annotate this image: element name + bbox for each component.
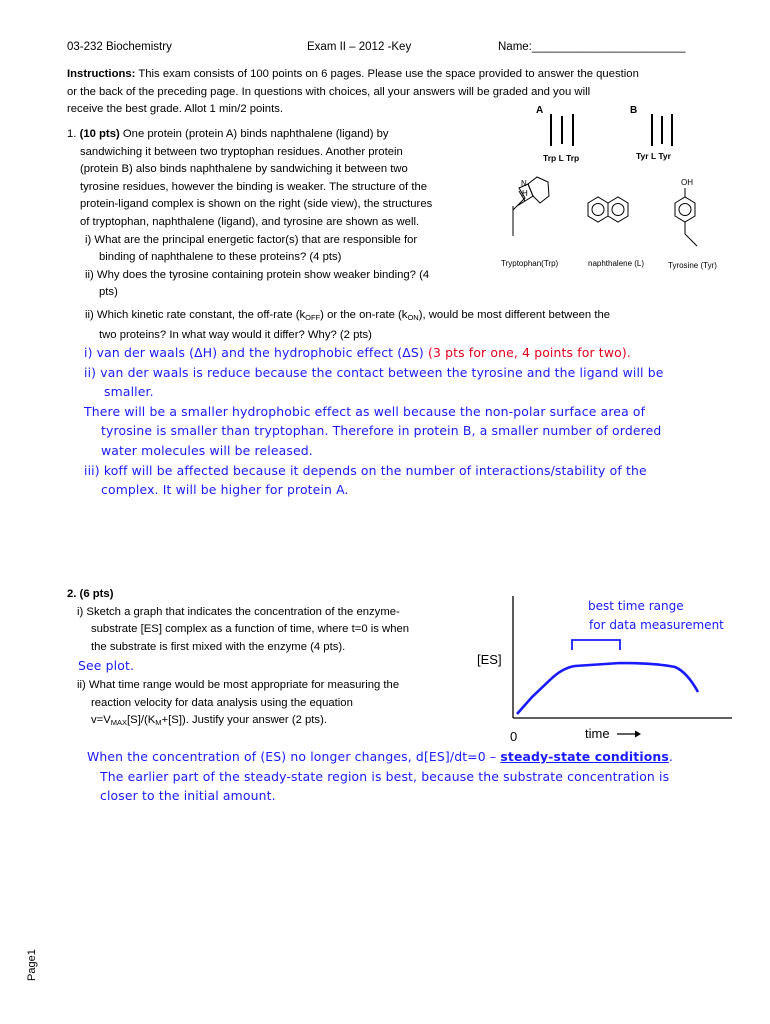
q1-points: (10 pts) bbox=[79, 128, 120, 140]
caption-tryptophan: Tryptophan(Trp) bbox=[501, 259, 559, 268]
name-field-label: Name:________________________ bbox=[498, 41, 686, 53]
answer-1-points: (3 pts for one, 4 points for two). bbox=[427, 345, 631, 360]
indole-n-atom: N bbox=[521, 179, 527, 188]
q1-iii-sub-off: OFF bbox=[305, 313, 321, 322]
instructions-line-1: This exam consists of 100 points on 6 pages. Please use the space provided to answer the question bbox=[135, 68, 639, 80]
course-title: 03-232 Biochemistry bbox=[67, 41, 172, 53]
complex-b-residues: Tyr L Tyr bbox=[636, 151, 671, 161]
q2-ii-sub-m: M bbox=[155, 718, 162, 728]
q2-part-i-line-2: substrate [ES] complex as a function of time, where t=0 is when bbox=[91, 623, 410, 636]
q1-iii-sub-on: ON bbox=[407, 313, 419, 322]
tyrosine-structure bbox=[675, 188, 697, 246]
q1-iii-line-2: two proteins? In what way would it differ? Why? (2 pts) bbox=[99, 328, 372, 341]
q2-part-ii-line-1: ii) What time range would be most appropriate for measuring the bbox=[77, 679, 400, 691]
complex-b-sandwich bbox=[652, 114, 672, 146]
q2-part-ii-line-2: reaction velocity for data analysis using the equation bbox=[91, 696, 353, 709]
es-concentration-curve bbox=[517, 663, 698, 714]
q2-answer-line-1: When the concentration of (ES) no longer changes, d[ES]/dt=0 – bbox=[87, 749, 501, 764]
q1-answers bbox=[84, 343, 724, 500]
instructions-label: Instructions: bbox=[67, 68, 136, 80]
page-number: Page1 bbox=[26, 949, 38, 981]
q1-part-ii-line-1: ii) Why does the tyrosine containing protein show weaker binding? (4 bbox=[85, 268, 430, 281]
best-range-bracket bbox=[572, 640, 620, 650]
answer-2-line-2: smaller. bbox=[104, 384, 154, 400]
caption-tyrosine: Tyrosine (Tyr) bbox=[668, 261, 717, 270]
q1-part-i-line-2: binding of naphthalene to these proteins? (4 pts) bbox=[99, 251, 342, 264]
answer-3-line-2: tyrosine is smaller than tryptophan. Therefore in protein B, a smaller number of ordered bbox=[101, 423, 662, 439]
q1-part-ii-line-2: pts) bbox=[99, 286, 118, 299]
q1-line-6: of tryptophan, naphthalene (ligand), and tyrosine are shown as well. bbox=[80, 215, 420, 228]
time-arrow-icon bbox=[617, 731, 641, 738]
q2-answer bbox=[87, 747, 727, 806]
graph-x-label: time bbox=[585, 726, 610, 741]
q1-iii-text-c: ), would be most different between the bbox=[418, 309, 611, 321]
graph-y-label: [ES] bbox=[477, 652, 502, 667]
steady-state-term: steady-state conditions bbox=[500, 749, 669, 764]
answer-3-line-1: There will be a smaller hydrophobic effect as well because the non-polar surface area of bbox=[84, 403, 646, 419]
best-range-note-1: best time range bbox=[588, 599, 684, 613]
protein-ligand-figure bbox=[495, 100, 745, 280]
question-1 bbox=[67, 126, 497, 302]
q1-part-iii bbox=[85, 307, 725, 344]
q2-part-i-line-1: i) Sketch a graph that indicates the concentration of the enzyme- bbox=[77, 605, 400, 618]
q1-line-5: protein-ligand complex is shown on the right (side view), the structures bbox=[80, 198, 433, 211]
see-plot-answer: See plot. bbox=[78, 658, 135, 673]
q1-number: 1. bbox=[67, 128, 77, 140]
answer-4-line-2: complex. It will be higher for protein A. bbox=[101, 482, 349, 498]
answer-4-line-1: iii) koff will be affected because it depends on the number of interactions/stability of the bbox=[84, 462, 647, 478]
naphthalene-structure bbox=[588, 197, 628, 222]
answer-1: i) van der waals (ΔH) and the hydrophobic effect (ΔS) bbox=[84, 345, 428, 360]
q1-iii-text-b: ) or the on-rate (k bbox=[320, 309, 408, 321]
caption-naphthalene: naphthalene (L) bbox=[588, 259, 645, 268]
best-range-note-2: for data measurement bbox=[589, 618, 724, 632]
q1-part-i-line-1: i) What are the principal energetic factor(s) that are responsible for bbox=[85, 233, 418, 246]
q2-answer-line-3: closer to the initial amount. bbox=[100, 788, 276, 804]
q1-line-4: tyrosine residues, however the binding is weaker. The structure of the bbox=[80, 180, 428, 193]
instructions-line-3: receive the best grade. Allot 1 min/2 points. bbox=[67, 103, 284, 116]
q1-iii-text-a: ii) Which kinetic rate constant, the off-rate (k bbox=[85, 309, 306, 321]
q2-part-ii bbox=[77, 677, 464, 732]
complex-a-residues: Trp L Trp bbox=[543, 153, 580, 163]
complex-a-sandwich bbox=[551, 114, 573, 146]
graph-origin-label: 0 bbox=[510, 729, 518, 744]
q2-title: 2. (6 pts) bbox=[67, 588, 114, 600]
figure-label-b: B bbox=[630, 105, 638, 116]
answer-3-line-3: water molecules will be released. bbox=[101, 442, 313, 458]
q2-ii-text-c: +[S]). Justify your answer (2 pts). bbox=[161, 714, 327, 727]
figure-label-a: A bbox=[536, 105, 544, 116]
question-2 bbox=[67, 586, 467, 656]
es-time-graph bbox=[470, 590, 740, 750]
tryptophan-structure bbox=[513, 177, 549, 236]
q1-line-1: One protein (protein A) binds naphthalene (ligand) by bbox=[119, 128, 389, 140]
q1-line-3: (protein B) also binds naphthalene by sandwiching it between two bbox=[80, 163, 408, 176]
q2-ii-text-b: [S]/(K bbox=[127, 714, 156, 727]
answer-2-line-1: ii) van der waals is reduce because the contact between the tyrosine and the ligand will be bbox=[84, 364, 664, 380]
q1-line-2: sandwiching it between two tryptophan residues. Another protein bbox=[80, 145, 403, 158]
indole-h-atom: H bbox=[522, 189, 528, 198]
hydroxyl-label: OH bbox=[681, 178, 693, 187]
q2-answer-line-2: The earlier part of the steady-state region is best, because the substrate concentration is bbox=[100, 768, 670, 784]
instructions-line-2: or the back of the preceding page. In questions with choices, all your answers will be graded and you will bbox=[67, 85, 591, 98]
q2-part-i-line-3: the substrate is first mixed with the enzyme (4 pts). bbox=[91, 640, 346, 653]
q2-answer-period: . bbox=[668, 749, 674, 764]
q2-ii-text-a: v=V bbox=[91, 714, 111, 727]
exam-title: Exam II – 2012 -Key bbox=[307, 41, 412, 53]
q2-ii-sub-max: MAX bbox=[110, 718, 128, 728]
